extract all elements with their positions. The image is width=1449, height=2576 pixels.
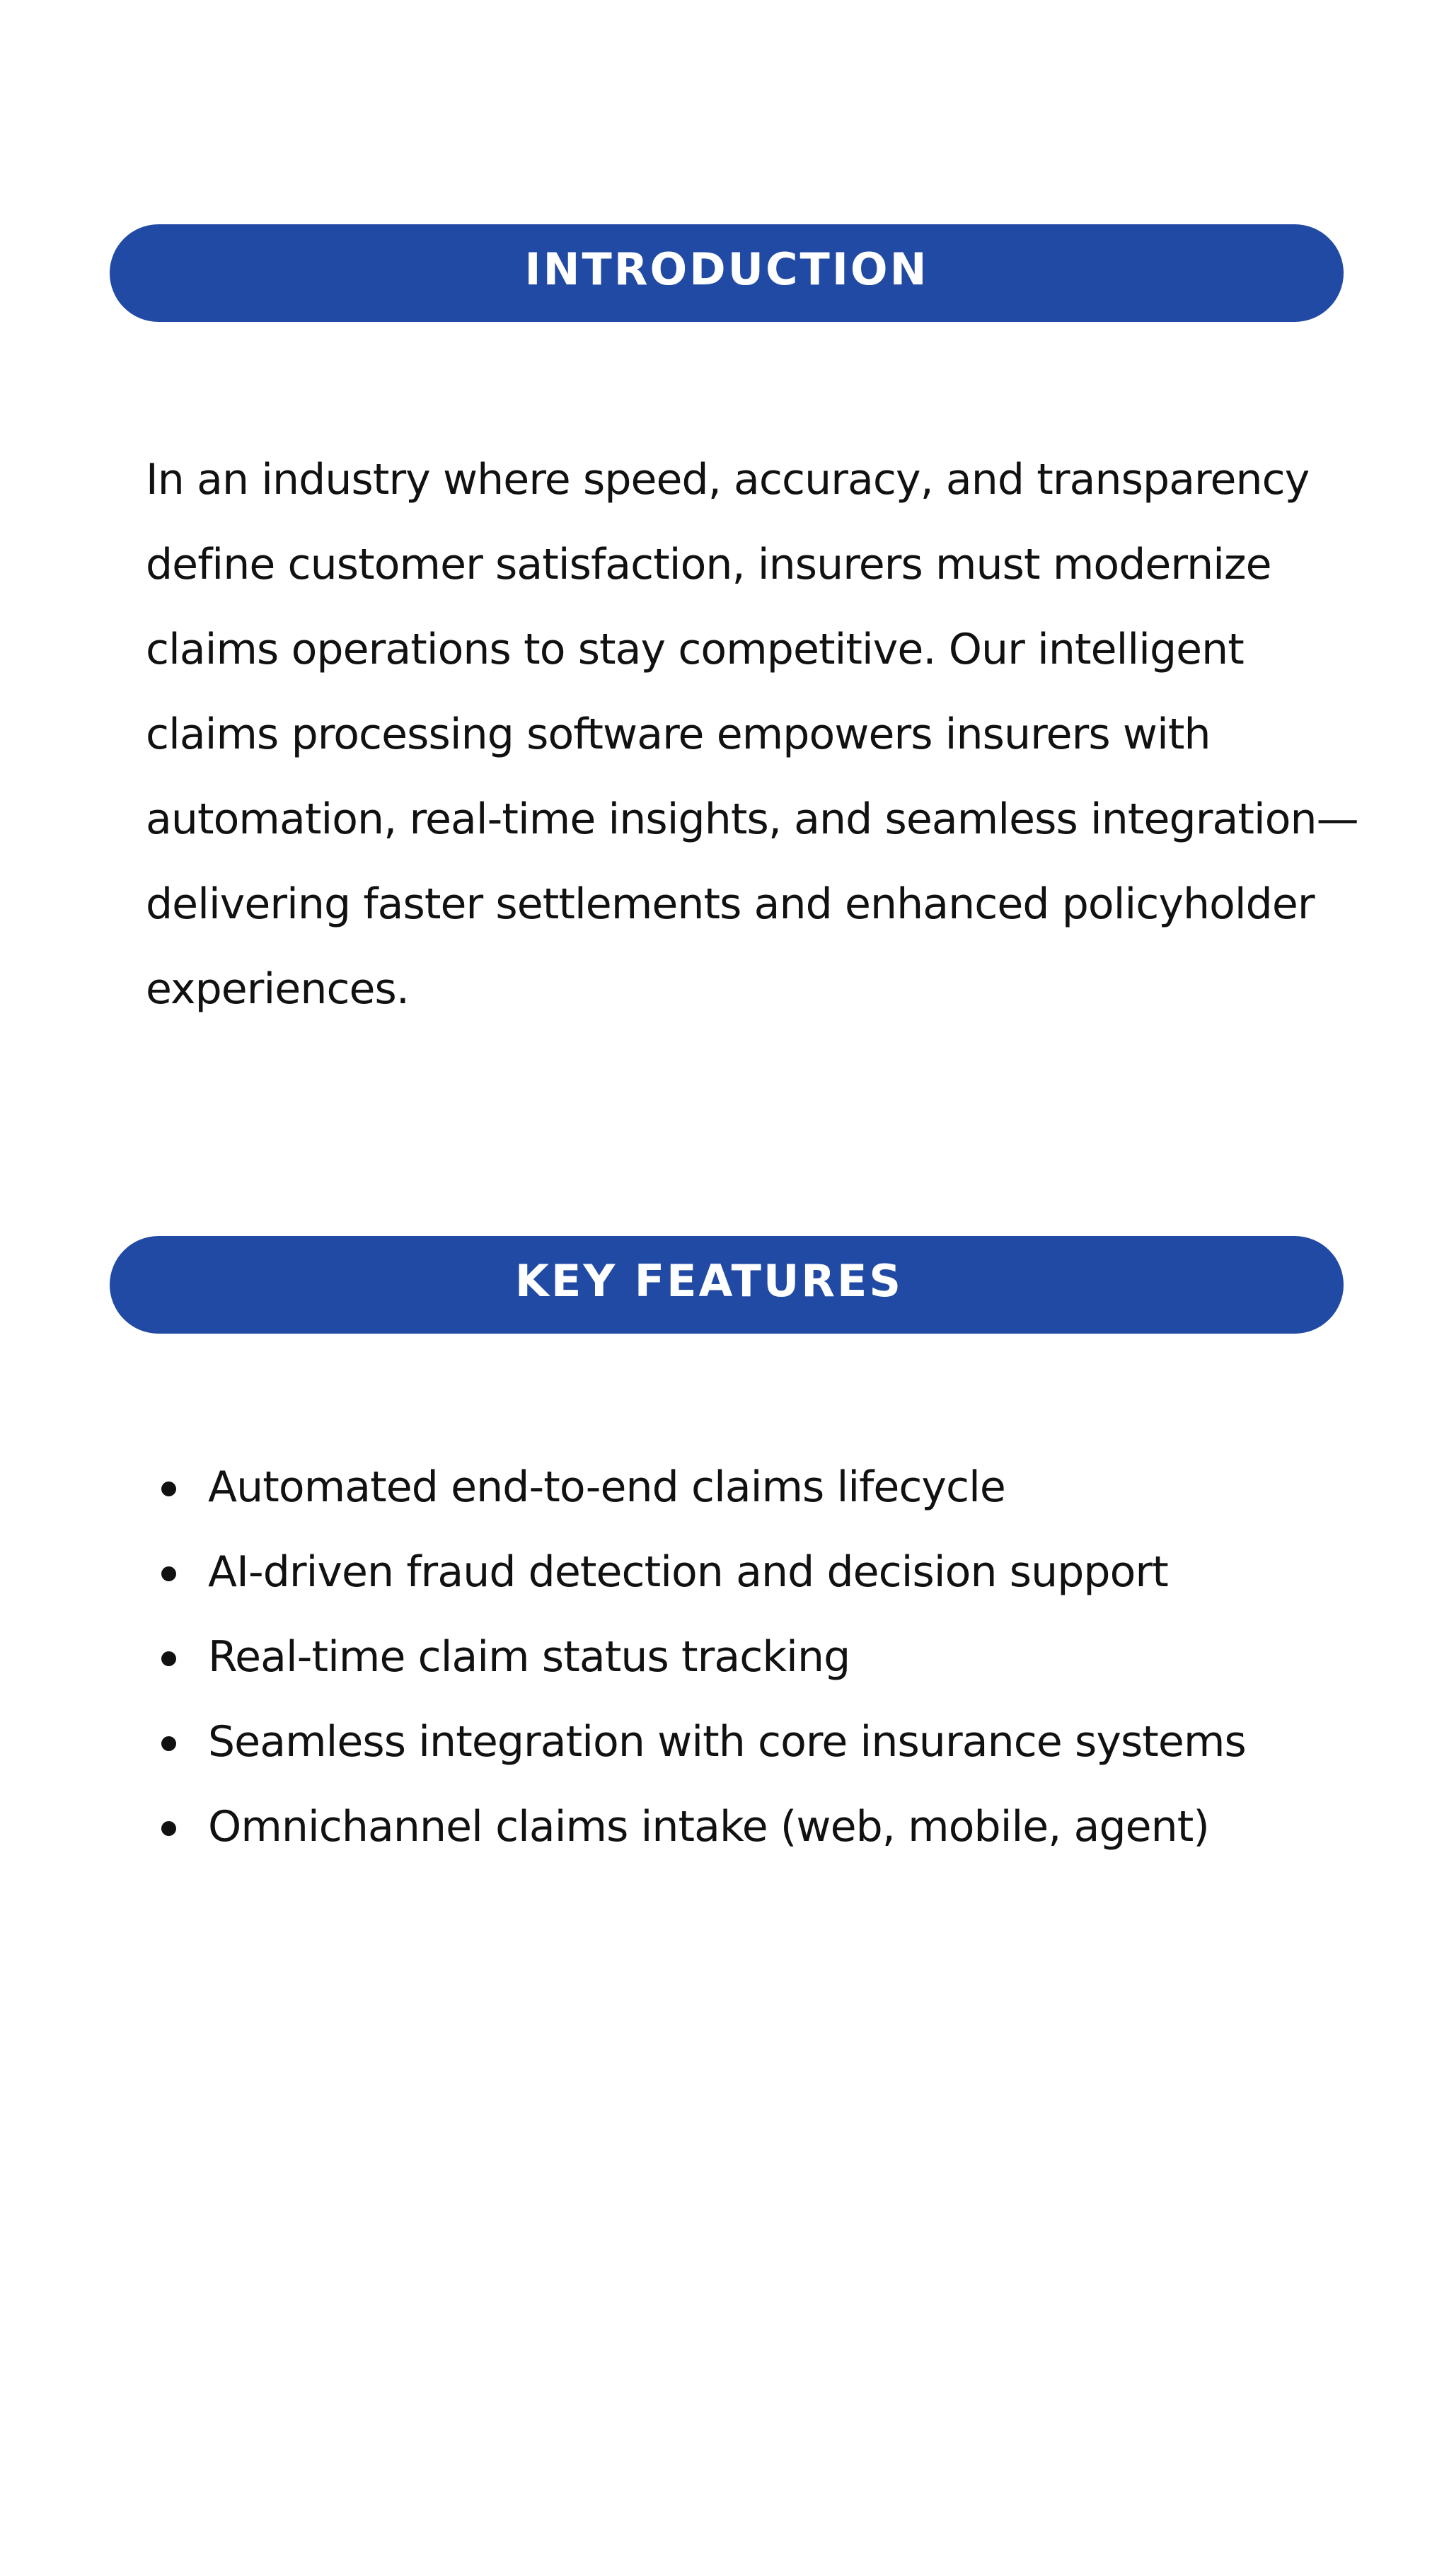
list-item xyxy=(146,1445,1377,1530)
feature-text: Automated end-to-end claims lifecycle xyxy=(208,1462,1005,1512)
key-features-list xyxy=(146,1445,1377,1869)
list-item xyxy=(146,1784,1377,1869)
key-features-banner xyxy=(110,1236,1344,1334)
feature-text: AI-driven fraud detection and decision support xyxy=(208,1547,1168,1597)
key-features-heading: KEY FEATURES xyxy=(514,1255,904,1307)
bullet-icon xyxy=(161,1482,176,1496)
list-item xyxy=(146,1699,1377,1784)
introduction-heading: INTRODUCTION xyxy=(524,243,929,295)
feature-text: Real-time claim status tracking xyxy=(208,1632,850,1682)
introduction-banner xyxy=(110,224,1344,322)
bullet-icon xyxy=(161,1651,176,1666)
feature-text: Seamless integration with core insurance systems xyxy=(208,1717,1246,1767)
list-item xyxy=(146,1615,1377,1699)
introduction-paragraph: In an industry where speed, accuracy, and transparency define customer satisfaction, insurers must modernize claims operations to stay competitive. Our intelligent claims processing software empowers insurers with automation, real-time insights, and seamless integration—delivering faster settlements and enhanced policyholder experiences. xyxy=(146,455,1358,1014)
list-item xyxy=(146,1530,1377,1615)
bullet-icon xyxy=(161,1736,176,1751)
feature-text: Omnichannel claims intake (web, mobile, agent) xyxy=(208,1802,1209,1852)
bullet-icon xyxy=(161,1566,176,1581)
bullet-icon xyxy=(161,1821,176,1836)
